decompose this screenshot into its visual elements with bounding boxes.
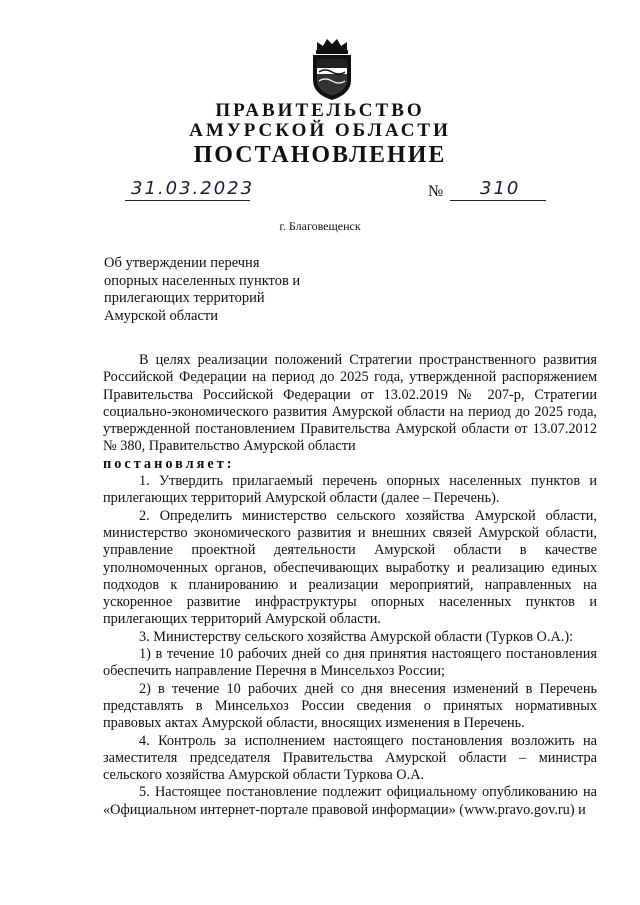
clause-2: 2. Определить министерство сельского хозяйства Амурской области, министерство экономического развития и внешних связей Амурской области, управление проектной деятельности Амурской области в качестве уполномоченных органов, обеспечивающих выработку и реализацию единых подходов к планированию и реализации мероприятий, направленных на ускоренное развитие инфраструктуры опорных населенных пунктов и прилегающих территорий Амурской области.	[103, 507, 597, 628]
government-title-line2: АМУРСКОЙ ОБЛАСТИ	[189, 120, 451, 141]
date-field	[125, 178, 255, 201]
document-type-title: ПОСТАНОВЛЕНИЕ	[193, 142, 447, 168]
clause-3-2: 2) в течение 10 рабочих дней со дня внесения изменений в Перечень представлять в Минсельхоз России сведения о принятых нормативных правовых актах Амурской области, вносящих изменения в Перечень.	[103, 680, 597, 732]
number-field	[450, 178, 546, 201]
clause-3-1: 1) в течение 10 рабочих дней со дня принятия настоящего постановления обеспечить направление Перечня в Минсельхоз России;	[103, 646, 597, 680]
city-label: г. Благовещенск	[279, 219, 361, 233]
clause-1: 1. Утвердить прилагаемый перечень опорных населенных пунктов и прилегающих территорий Амурской области (далее – Перечень).	[103, 473, 597, 507]
subject-line: опорных населенных пунктов и	[104, 272, 301, 289]
clause-3: 3. Министерству сельского хозяйства Амурской области (Турков О.А.):	[139, 628, 574, 645]
handwritten-number: 310	[480, 178, 521, 199]
government-title-line1: ПРАВИТЕЛЬСТВО	[215, 100, 425, 121]
subject-block	[104, 255, 300, 325]
number-sign: №	[428, 183, 444, 200]
resolves-heading: постановляет:	[103, 455, 235, 472]
intro-paragraph: В целях реализации положений Стратегии пространственного развития Российской Федерации на период до 2025 года, утвержденной распоряжением Правительства Российской Федерации от 13.02.2019 № 207-р, Стратегии социально-экономического развития Амурской области на период до 2025 года, утвержденной постановлением Правительства Амурской области от 13.07.2012 № 380, Правительство Амурской области	[103, 352, 597, 455]
handwritten-date: 31.03.2023	[131, 178, 255, 199]
subject-line: Амурской области	[104, 307, 218, 324]
clause-4: 4. Контроль за исполнением настоящего постановления возложить на заместителя председателя Правительства Амурской области – министра сельского хозяйства Амурской области Туркова О.А.	[103, 732, 597, 784]
document-body	[103, 352, 597, 819]
clause-5: 5. Настоящее постановление подлежит официальному опубликованию на «Официальном интернет-портале правовой информации» (www.pravo.gov.ru) и	[103, 784, 597, 818]
subject-line: прилегающих территорий	[104, 290, 265, 306]
coat-of-arms-icon	[303, 36, 361, 102]
subject-line: Об утверждении перечня	[104, 255, 260, 271]
